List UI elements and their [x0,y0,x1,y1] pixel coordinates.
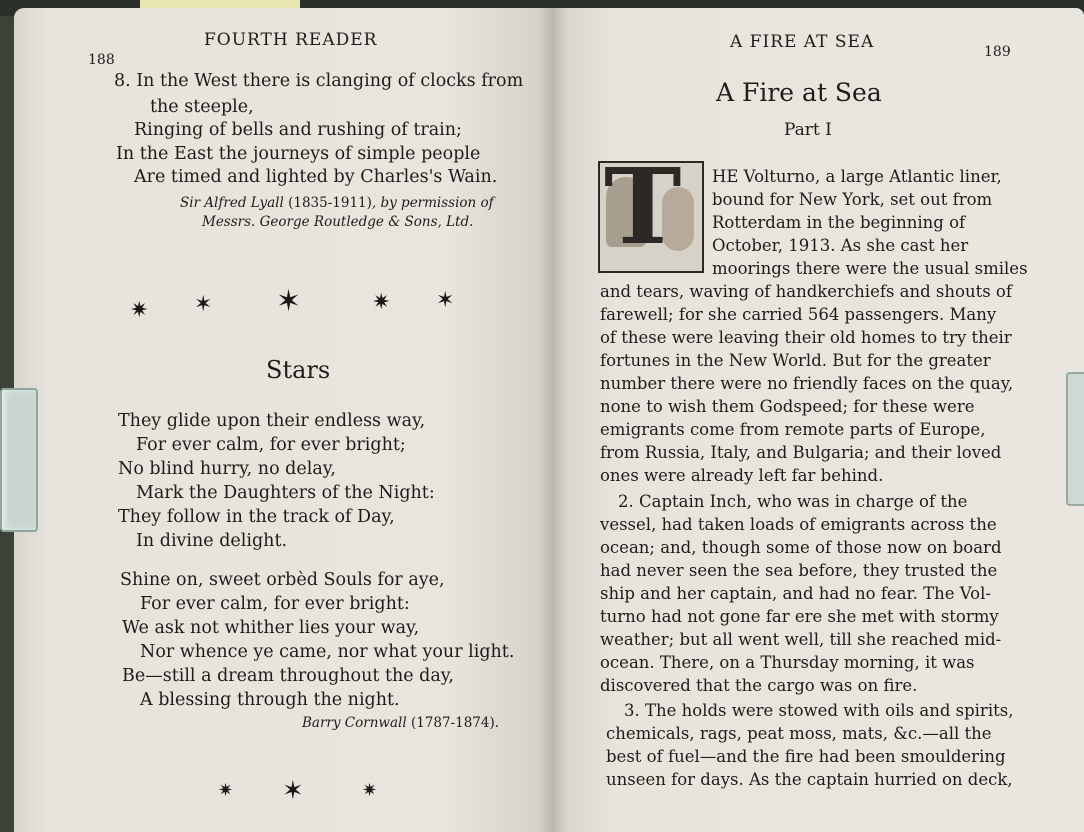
poem-title: Stars [266,356,331,384]
para1-line-2: bound for New York, set out from [712,190,993,209]
star-ornament: ✷ [218,780,234,801]
stanza1-line-1: They glide upon their endless way, [118,411,426,431]
para1-line-14: ones were already left far behind. [600,466,884,485]
para2-line-8: ocean. There, on a Thursday morning, it was [600,653,975,672]
stanza-top-line-1: 8. In the West there is clanging of clocks from [114,71,524,91]
para2-line-3: ocean; and, though some of those now on board [600,538,1002,557]
para1-line-10: number there were no friendly faces on the quay, [600,374,1014,393]
star-ornament: ✷ [130,298,149,323]
attribution-top-line-1: Sir Alfred Lyall (1835-1911), by permission of [180,195,494,211]
stanza2-line-6: A blessing through the night. [140,690,400,710]
stanza2-line-4: Nor whence ye came, nor what your light. [140,642,515,662]
chapter-subtitle: Part I [784,120,832,140]
left-page [14,8,554,832]
star-ornament: ✷ [372,290,391,315]
para2-line-6: turno had not gone far ere she met with stormy [600,607,999,626]
stanza-top-line-2: the steeple, [150,97,254,117]
para1-line-8: of these were leaving their old homes to try their [600,328,1012,347]
page-number-right: 189 [984,44,1011,60]
star-ornament: ✶ [194,292,213,317]
para1-line-3: Rotterdam in the beginning of [712,213,966,232]
chapter-title: A Fire at Sea [716,78,882,107]
para1-line-6: and tears, waving of handkerchiefs and shouts of [600,282,1012,301]
stanza2-line-3: We ask not whither lies your way, [122,618,420,638]
para1-line-1: HE Volturno, a large Atlantic liner, [712,167,1002,186]
stanza2-line-1: Shine on, sweet orbèd Souls for aye, [120,570,445,590]
stanza2-line-2: For ever calm, for ever bright: [140,594,410,614]
para2-line-5: ship and her captain, and had no fear. The Vol- [600,584,991,603]
para1-line-9: fortunes in the New World. But for the greater [600,351,991,370]
para3-line-3: best of fuel—and the fire had been smouldering [606,747,1006,766]
para1-line-4: October, 1913. As she cast her [712,236,969,255]
para2-line-2: vessel, had taken loads of emigrants across the [600,515,997,534]
star-ornament: ✶ [276,284,302,319]
stanza1-line-5: They follow in the track of Day, [118,507,395,527]
stanza2-line-5: Be—still a dream throughout the day, [122,666,454,686]
running-head-right: A FIRE AT SEA [730,32,875,52]
para3-line-2: chemicals, rags, peat moss, mats, &c.—all the [606,724,992,743]
stanza-top-line-3: Ringing of bells and rushing of train; [134,120,462,140]
attribution-top-line-2: Messrs. George Routledge & Sons, Ltd. [202,214,474,230]
illustrated-dropcap [598,145,704,273]
page-clip-right [1066,372,1084,506]
stanza-top-line-4: In the East the journeys of simple people [116,144,481,164]
para2-line-1: 2. Captain Inch, who was in charge of the [618,492,968,511]
page-number-left: 188 [88,52,115,68]
para1-line-11: none to wish them Godspeed; for these were [600,397,975,416]
para2-line-4: had never seen the sea before, they trusted the [600,561,998,580]
page-clip-left [0,388,38,532]
para1-line-12: emigrants come from remote parts of Europe, [600,420,986,439]
stanza1-line-3: No blind hurry, no delay, [118,459,336,479]
para3-line-1: 3. The holds were stowed with oils and spirits, [624,701,1014,720]
star-ornament: ✷ [362,780,378,801]
stanza1-line-6: In divine delight. [136,531,288,551]
para1-line-7: farewell; for she carried 564 passengers. Many [600,305,997,324]
para2-line-9: discovered that the cargo was on fire. [600,676,918,695]
running-head-left: FOURTH READER [204,30,378,50]
para1-line-13: from Russia, Italy, and Bulgaria; and their loved [600,443,1002,462]
para2-line-7: weather; but all went well, till she reached mid- [600,630,1002,649]
star-ornament: ✶ [436,288,455,313]
para1-line-5: moorings there were the usual smiles [712,259,1028,278]
attribution-poem: Barry Cornwall (1787-1874). [302,715,500,731]
stanza1-line-2: For ever calm, for ever bright; [136,435,406,455]
para3-line-4: unseen for days. As the captain hurried on deck, [606,770,1013,789]
stanza1-line-4: Mark the Daughters of the Night: [136,483,435,503]
stanza-top-line-5: Are timed and lighted by Charles's Wain. [134,167,498,187]
dropcap-letter: T [604,145,682,268]
right-page [552,8,1084,832]
star-ornament: ✶ [282,776,304,806]
